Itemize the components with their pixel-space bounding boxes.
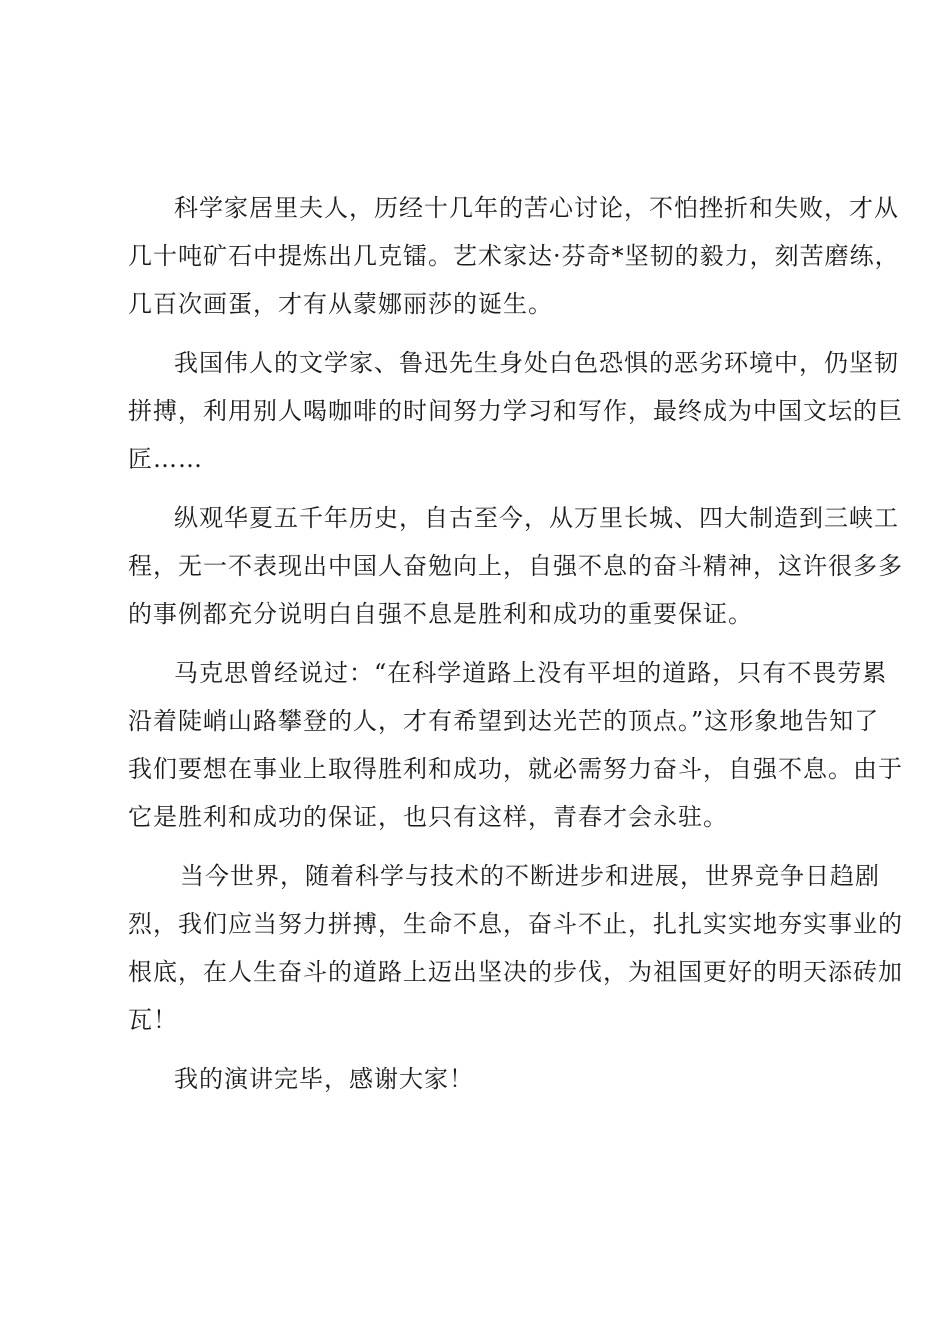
- paragraph-line: 沿着陡峭山路攀登的人，才有希望到达光芒的顶点。”这形象地告知了: [128, 707, 880, 735]
- paragraph-line: 程，无一不表现出中国人奋勉向上，自强不息的奋斗精神，这许很多多: [128, 552, 903, 580]
- paragraph-line: 烈，我们应当努力拼搏，生命不息，奋斗不止，扎扎实实地夯实事业的: [128, 910, 903, 938]
- paragraph-luxun: [128, 339, 903, 483]
- paragraph-marx-quote: [128, 649, 903, 841]
- paragraph-line: 根底，在人生奋斗的道路上迈出坚决的步伐，为祖国更好的明天添砖加: [128, 958, 903, 986]
- paragraph-line: 瓦！: [128, 1006, 178, 1034]
- paragraph-history: [128, 494, 903, 638]
- paragraph-line: 科学家居里夫人，历经十几年的苦心讨论，不怕挫折和失败，才从: [174, 194, 899, 222]
- document-body: [128, 184, 903, 1103]
- paragraph-line: 纵观华夏五千年历史，自古至今，从万里长城、四大制造到三峡工: [174, 504, 899, 532]
- paragraph-line: 我们要想在事业上取得胜利和成功，就必需努力奋斗，自强不息。由于: [128, 755, 903, 783]
- paragraph-line: 我国伟人的文学家、鲁迅先生身处白色恐惧的恶劣环境中，仍坚韧: [174, 349, 899, 377]
- paragraph-line: 我的演讲完毕，感谢大家！: [174, 1065, 474, 1093]
- paragraph-line: 几百次画蛋，才有从蒙娜丽莎的诞生。: [128, 290, 553, 318]
- paragraph-closing: [128, 1055, 832, 1103]
- paragraph-curie: [128, 184, 900, 328]
- paragraph-line: 几十吨矿石中提炼出几克镭。艺术家达·芬奇*坚韧的毅力，刻苦磨练，: [128, 242, 900, 270]
- paragraph-line: 拼搏，利用别人喝咖啡的时间努力学习和写作，最终成为中国文坛的巨: [128, 397, 903, 425]
- paragraph-line: 当今世界，随着科学与技术的不断进步和进展，世界竞争日趋剧: [180, 862, 880, 890]
- paragraph-line: 的事例都充分说明白自强不息是胜利和成功的重要保证。: [128, 600, 753, 628]
- paragraph-today: [128, 852, 903, 1044]
- paragraph-line: 匠……: [128, 445, 203, 473]
- paragraph-line: 它是胜利和成功的保证，也只有这样，青春才会永驻。: [128, 803, 728, 831]
- paragraph-line: 马克思曾经说过：“在科学道路上没有平坦的道路，只有不畏劳累: [174, 659, 888, 687]
